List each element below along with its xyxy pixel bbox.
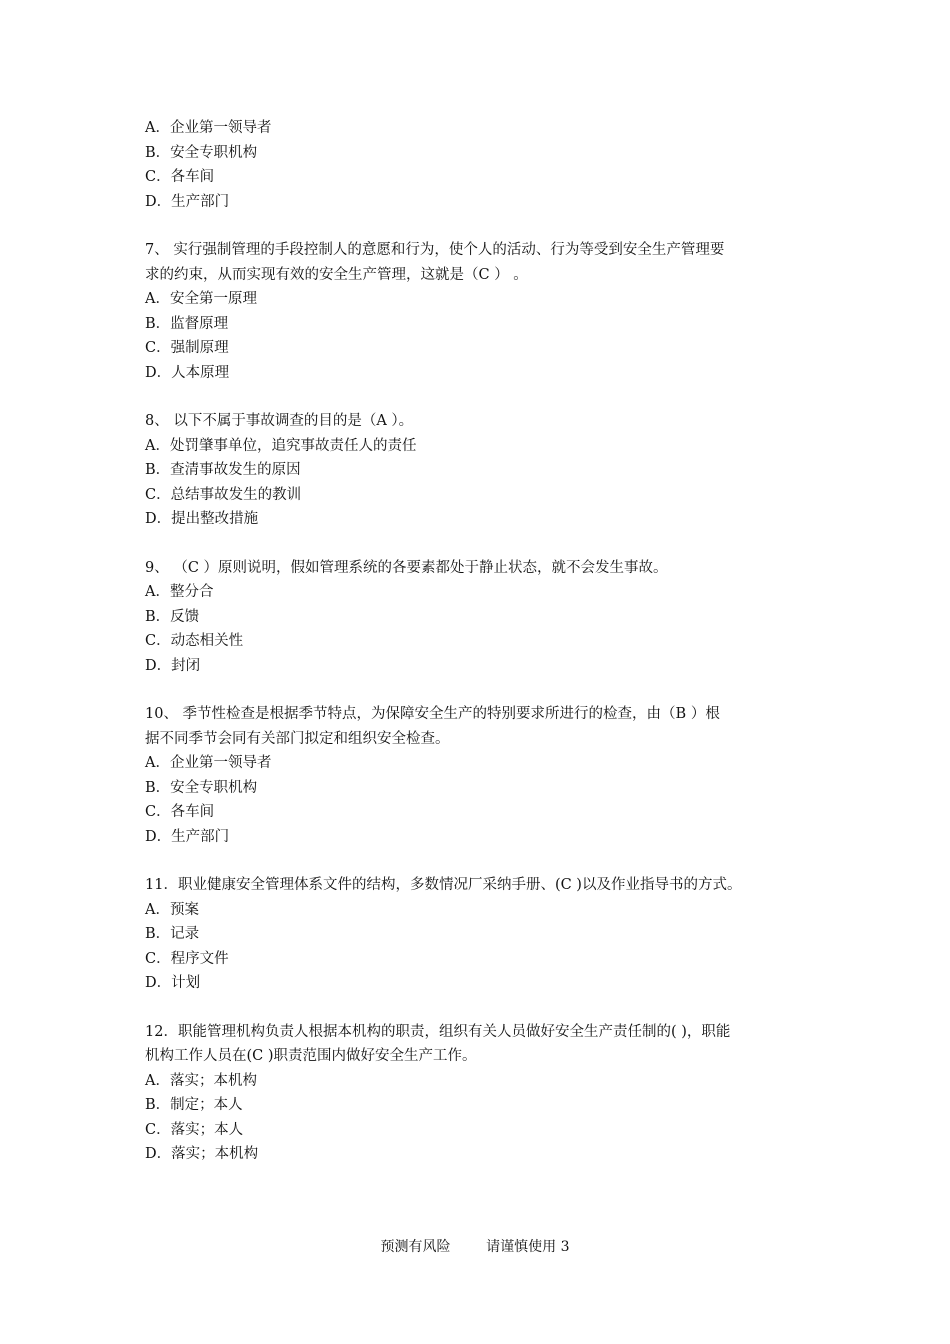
question-stem-line: 12．职能管理机构负责人根据本机构的职责，组织有关人员做好安全生产责任制的( )，职能 (145, 1023, 731, 1040)
option-d: D．计划 (145, 975, 201, 991)
footer-caution-page-number: 请谨慎使用 3 (486, 1239, 570, 1255)
question-block-12 (145, 1020, 795, 1167)
option-b: B．安全专职机构 (145, 144, 258, 161)
option-a: A．落实；本机构 (145, 1072, 257, 1089)
option-d: D．封闭 (145, 657, 201, 674)
option-c: C．总结事故发生的教训 (145, 486, 302, 503)
option-b: B．查清事故发生的原因 (145, 462, 301, 478)
question-list (145, 116, 795, 1191)
option-c: C．各车间 (145, 804, 215, 820)
option-b: B．记录 (145, 926, 200, 942)
option-d: D．人本原理 (145, 364, 230, 381)
question-block-10 (145, 702, 795, 849)
option-a: A．整分合 (145, 584, 214, 600)
option-b: B．制定；本人 (145, 1097, 243, 1113)
question-stem-line: 9、 （C ）原则说明，假如管理系统的各要素都处于静止状态，就不会发生事故。 (145, 559, 668, 576)
option-a: A．企业第一领导者 (145, 755, 272, 771)
option-a: A．企业第一领导者 (145, 120, 272, 136)
question-block-8 (145, 409, 795, 532)
question-block-11 (145, 873, 795, 996)
option-c: C．程序文件 (145, 950, 229, 967)
footer-warning-text: 预测有风险 (380, 1239, 451, 1255)
option-b: B．反馈 (145, 608, 200, 625)
option-d: D．生产部门 (145, 828, 230, 845)
question-stem-line: 据不同季节会同有关部门拟定和组织安全检查。 (145, 730, 450, 747)
question-block-6 (145, 116, 795, 214)
option-d: D．落实；本机构 (145, 1146, 259, 1162)
option-b: B．安全专职机构 (145, 779, 258, 796)
page-footer (0, 1237, 950, 1257)
question-stem-line: 11．职业健康安全管理体系文件的结构，多数情况厂采纳手册、(C )以及作业指导书的方式。 (145, 877, 742, 893)
question-block-9 (145, 556, 795, 679)
question-stem-line: 8、 以下不属于事故调查的目的是（A ）。 (145, 413, 414, 429)
option-a: A．安全第一原理 (145, 291, 257, 307)
option-c: C．各车间 (145, 169, 215, 185)
option-c: C．强制原理 (145, 340, 229, 356)
option-d: D．生产部门 (145, 193, 230, 210)
option-a: A．处罚肇事单位，追究事故责任人的责任 (145, 437, 417, 454)
question-stem-line: 10、 季节性检查是根据季节特点，为保障安全生产的特别要求所进行的检查，由（B ）根 (145, 706, 720, 722)
question-stem-line: 7、 实行强制管理的手段控制人的意愿和行为，使个人的活动、行为等受到安全生产管理要 (145, 242, 725, 258)
option-b: B．监督原理 (145, 315, 229, 332)
question-stem-line: 求的约束，从而实现有效的安全生产管理，这就是（C ） 。 (145, 266, 528, 283)
option-d: D．提出整改措施 (145, 511, 259, 527)
option-c: C．落实；本人 (145, 1121, 244, 1138)
option-a: A．预案 (145, 901, 199, 918)
option-c: C．动态相关性 (145, 633, 244, 649)
question-stem-line: 机构工作人员在(C )职责范围内做好安全生产工作。 (145, 1048, 477, 1064)
question-block-7 (145, 238, 795, 385)
